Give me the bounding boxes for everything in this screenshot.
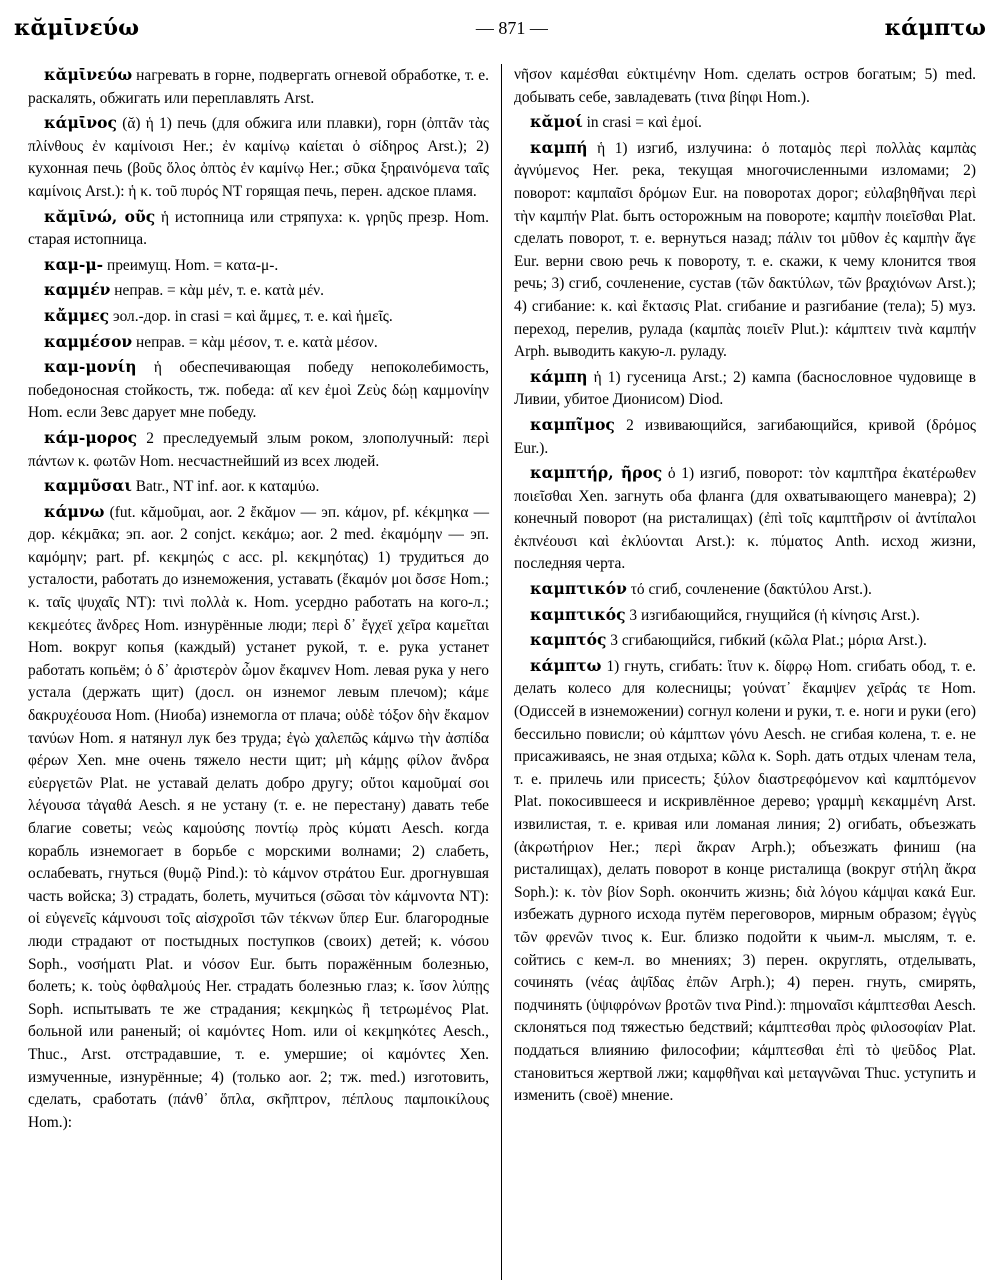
entry-headword: καμπτήρ, ῆρος <box>530 463 663 483</box>
entry-headword: καμπτός <box>530 630 607 650</box>
entry-headword: καμμέσον <box>44 331 133 351</box>
dictionary-entry <box>28 64 489 110</box>
dictionary-entry <box>514 137 976 364</box>
left-column <box>28 64 502 1280</box>
entry-definition: преимущ. Hom. = κατα-μ-. <box>103 256 279 274</box>
entry-definition: 3 изгибающийся, гнущийся (ἡ κίνησις Arst.). <box>625 606 920 624</box>
entry-headword: κάμ-μορος <box>44 427 138 447</box>
entry-headword: καμμῦσαι <box>44 476 132 496</box>
entry-definition: Batr., NT inf. aor. к καταμύω. <box>131 478 320 496</box>
entry-headword: καμ-μονίη <box>44 357 137 377</box>
dictionary-entry <box>28 279 489 303</box>
entry-definition: эол.-дор. in crasi = καὶ ἄμμες, т. е. καὶ ἡμεῖς. <box>109 307 393 325</box>
entry-definition: ἡ 1) гусеница Arst.; 2) кампа (баснословное чудовище в Ливии, убитое Дионисом) Diod. <box>514 368 976 409</box>
entry-headword: κἄμμες <box>44 305 110 325</box>
right-column <box>502 64 976 1280</box>
entry-headword: κάμνω <box>44 501 105 521</box>
entry-headword: καμπτικόν <box>530 579 627 599</box>
entry-definition: ἡ обеспечивающая победу непоколебимость, победоносная стойкость, тж. победа: αἴ κεν ἐμοὶ Ζεὺς δώῃ καμμονίην Hom. если Зевс дарует мне победу. <box>28 359 489 422</box>
entry-headword: κᾰμοί <box>530 112 583 132</box>
entry-definition: νῆσον καμέσθαι εὐκτιμένην Hom. сделать остров богатым; 5) med. добывать себе, завладевать (τινα βίηφι Hom.). <box>514 66 976 106</box>
dictionary-entry <box>28 112 489 203</box>
entry-definition: ἡ 1) изгиб, излучина: ὁ ποταμὸς περὶ πολλὰς καμπὰς ἀγνύμενος Her. река, текущая многочисленными изломами; 2) поворот: καμπαῖσι δρόμων Eur. на поворотах дорог; εὐλαβηθῆναι περὶ τὴν καμπήν Plat. быть осторожным на повороте; καμπὴν ποιεῖσθαι Plat. сделать поворот, т. е. вернуться назад; πάλιν τοι μῦθον ἐς καμπὴν ἄγε Eur. верни свою речь к повороту, т. е. скажи, к чему клонится твоя речь; 3) сгиб, сочленение, сустав (τῶν δακτύλων, τῶν βραχιόνων Arst.); 4) сгибание: κ. καὶ ἔκτασις Plat. сгибание и разгибание (тела); 5) муз. переход, перелив, рулада (καμπὰς ποιεῖν Plut.): κάμπτειν τινὰ καμπήν Arph. выводить какую-л. руладу. <box>514 139 976 361</box>
entry-definition: 2 извивающийся, загибающийся, кривой (δρόμος Eur.). <box>514 416 976 457</box>
left-running-headword: κᾰμῑνεύω <box>14 15 140 41</box>
dictionary-entry <box>514 366 976 412</box>
entry-definition: (ᾰ) ἡ 1) печь (для обжига или плавки), горн (ὀπτᾶν τὰς πλίνθους ἐν καμίνοισι Her.; ἐν καμίνῳ καίεται ὁ σίδηρος Arst.); 2) кухонная печь (βοῦς ὅλος ὀπτὸς ἐν καμίνῳ Her.; σῦκα ξηραινόμενα ταῖς καμίνοις Arst.): ἡ κ. τοῦ πυρός NT горящая печь, перен. адское пламя. <box>28 115 489 200</box>
entry-headword: καμπή <box>530 137 588 157</box>
entry-definition: 2 преследуемый злым роком, злополучный: περὶ πάντων κ. φωτῶν Hom. несчастнейший из всех людей. <box>28 429 489 470</box>
right-running-headword: κάμπτω <box>884 15 986 41</box>
entry-definition: τό сгиб, сочленение (δακτύλου Arst.). <box>626 581 872 599</box>
entry-headword: κάμῑνος <box>44 113 117 133</box>
entry-definition: неправ. = κὰμ μέν, т. е. κατὰ μέν. <box>110 282 324 300</box>
entry-definition: in crasi = καὶ ἐμοί. <box>582 114 702 132</box>
dictionary-entry <box>28 331 489 355</box>
dictionary-entry <box>514 655 976 1108</box>
dictionary-entry <box>514 629 976 653</box>
dictionary-entry <box>28 356 489 425</box>
entry-headword: καμπῖμος <box>530 414 615 434</box>
dictionary-entry <box>28 501 489 1135</box>
entry-headword: κάμπτω <box>530 655 602 675</box>
entry-definition: ὁ 1) изгиб, поворот: τὸν καμπτῆρα ἑκατέρωθεν ποιεῖσθαι Xen. загнуть оба фланга (для охватывающего маневра); 2) конечный поворот (на ристалищах) (ἐπὶ τοῖς καμπτῆρσιν οἱ ἀντίπαλοι ἐκπνέουσι καὶ ἐκλύονται Arst.): κ. πύματος Anth. исход жизни, последняя черта. <box>514 465 976 573</box>
entry-headword: κᾰμῑνώ, οῦς <box>44 206 156 226</box>
entry-headword: καμπτικός <box>530 604 626 624</box>
entry-headword: κάμπη <box>530 366 588 386</box>
text-columns <box>28 64 976 1280</box>
dictionary-entry <box>28 305 489 329</box>
dictionary-entry <box>514 578 976 602</box>
entry-definition: (fut. κᾰμοῦμαι, aor. 2 ἔκᾰμον — эп. κάμον, pf. κέκμηκα — дор. κέκμᾱκα; эп. aor. 2 conjct. κεκάμω; aor. 2 med. ἐκαμόμην — эп. καμόμην; part. pf. κεκμηώς с acc. pl. κεκμηότας) 1) трудиться до усталости, работать до изнеможения, уставать (ἔκαμόν μοι ὄσσε Hom.; κ. ταῖς ψυχαῖς NT): τινὶ πολλὰ κ. Hom. усердно работать на кого-л.; κεκμεότες ἄνδρες Hom. изнурённые люди; περὶ δ᾽ ἔγχεϊ χεῖρα καμεῖται Hom. вокруг копья (каждый) устанет рукой, т. е. рука устанет работать копьём; ὁ δ᾽ ἀριστερὸν ὦμον ἔκαμνεν Hom. левая рука у него устала (держать щит) (досл. он изнемог левым плечом); κάμε δακρυχέουσα Hom. (Ниоба) изнемогла от плача; οὐδὲ τόξον δὴν ἔκαμον τανύων Hom. я натянул лук без труда; ἐγὼ χαλεπῶς κάμνω τὴν ἀσπίδα φέρων Xen. мне очень тяжело нести щит; μὴ κάμῃς φίλον ἄνδρα εὐεργετῶν Plat. не уставай делать добро другу; οὔτοι καμοῦμαί σοι λέγουσα τἀγαθά Aesch. я не устану (т. е. не перестану) давать тебе благие советы; νεὼς καμούσης ποντίῳ πρὸς κύματι Aesch. когда корабль изнемогает в борьбе с морскими волнами; 2) слабеть, ослабевать, гнуться (θυμῷ Pind.): τὸ κάμνον στράτου Eur. дрогнувшая часть войска; 3) страдать, болеть, мучиться (σῶσαι τὸν κάμνοντα NT): οἱ εὐγενεῖς κάμνουσι τοῖς αἰσχροῖσι τῶν τέκνων ὕπερ Eur. благородные люди страдают от постыдных поступков (своих) детей; κ. νόσου Soph., νοσήματι Plat. и νόσον Eur. быть поражённым болезнью, болеть; κ. τοὺς ὀφθαλμούς Her. страдать болезнью глаз; κ. ἴσον λύπῃς Soph. испытывать те же страдания; κεκμηκὼς ἢ τετρωμένος Plat. больной или раненый; οἱ καμόντες Hom. или οἱ κεκμηκότες Aesch., Thuc., Arst. отстрадавшие, т. е. умершие; οἱ καμόντες Xen. измученные, изнурённые; 4) (только aor. 2; тж. med.) изготовить, сделать, сработать (πάνθ᾽ ὅπλα, σκῆπτρον, πέπλους παμποικίλους Hom.): <box>28 503 489 1131</box>
dictionary-entry <box>514 462 976 576</box>
entry-definition: неправ. = κὰμ μέσον, т. е. κατὰ μέσον. <box>132 333 378 351</box>
entry-definition: ἡ истопница или стряпуха: κ. γρηῦς презр. Hom. старая истопница. <box>28 208 489 249</box>
dictionary-entry <box>514 64 976 109</box>
entry-definition: 1) гнуть, сгибать: ἴτυν κ. δίφρῳ Hom. сгибать обод, т. е. делать колесо для колесницы; γούνατ᾽ ἔκαμψεν χεῖράς τε Hom. (Одиссей в изнеможении) согнул колени и руки, т. е. ноги и руки (его) бессильно повисли; οὐ κάμπτων γόνυ Aesch. не сгибая колена, т. е. не присаживаясь, не зная отдыха; κῶλα κ. Soph. дать отдых членам тела, т. е. прилечь или присесть; ξύλον διαστρεφόμενον καὶ καμπτόμενον Plat. покосившееся и искривлённое дерево; γραμμὴ κεκαμμένη Arst. извилистая, т. е. кривая или ломаная линия; 2) огибать, объезжать (ἀκρωτήριον Her.; περὶ ἄκραν Arph.); объезжать финиш (на ристалищах), делать поворот в конце ристалища (вокруг στήλη ἄκρα Soph.): κ. τὸν βίον Soph. окончить жизнь; διὰ λόγου κάμψαι κακά Eur. избежать дурного исхода путём переговоров, мирным образом; ἐγγὺς τῶν φρενῶν τινος κ. Eur. близко подойти к чьим-л. мыслям, т. е. сойтись с кем-л. во мнениях; 3) перен. округлять, отделывать, сочинять (νέας ἁψῖδας ἐπῶν Arph.); 4) перен. гнуть, смирять, подчинять (ὑψιφρόνων βροτῶν τινα Pind.): πημοναῖσι κάμπτεσθαι Aesch. склоняться под тяжестью бедствий; κάμπτεσθαι πρὸς φιλοσοφίαν Plat. поддаться влиянию философии; κάμπτεσθαι ἐπὶ τὸ ψεῦδος Plat. становиться жертвой лжи; καμφθῆναι καὶ μεταγνῶναι Thuc. уступить и изменить (своё) мнение. <box>514 657 976 1105</box>
page-header <box>14 10 986 46</box>
entry-headword: κᾰμῑνεύω <box>44 65 133 84</box>
entry-headword: καμ-μ- <box>44 254 104 274</box>
entry-headword: καμμέν <box>44 280 111 300</box>
dictionary-entry <box>28 254 489 278</box>
dictionary-entry <box>28 475 489 499</box>
dictionary-entry <box>514 604 976 628</box>
dictionary-entry <box>514 414 976 460</box>
page-number: — 871 — <box>475 17 548 38</box>
dictionary-entry <box>28 206 489 252</box>
entry-definition: 3 сгибающийся, гибкий (κῶλα Plat.; μόρια Arst.). <box>606 632 927 650</box>
dictionary-entry <box>28 427 489 473</box>
dictionary-entry <box>514 111 976 135</box>
entry-definition: нагревать в горне, подвергать огневой обработке, т. е. раскалять, обжигать или переплавлять Arst. <box>28 67 489 107</box>
